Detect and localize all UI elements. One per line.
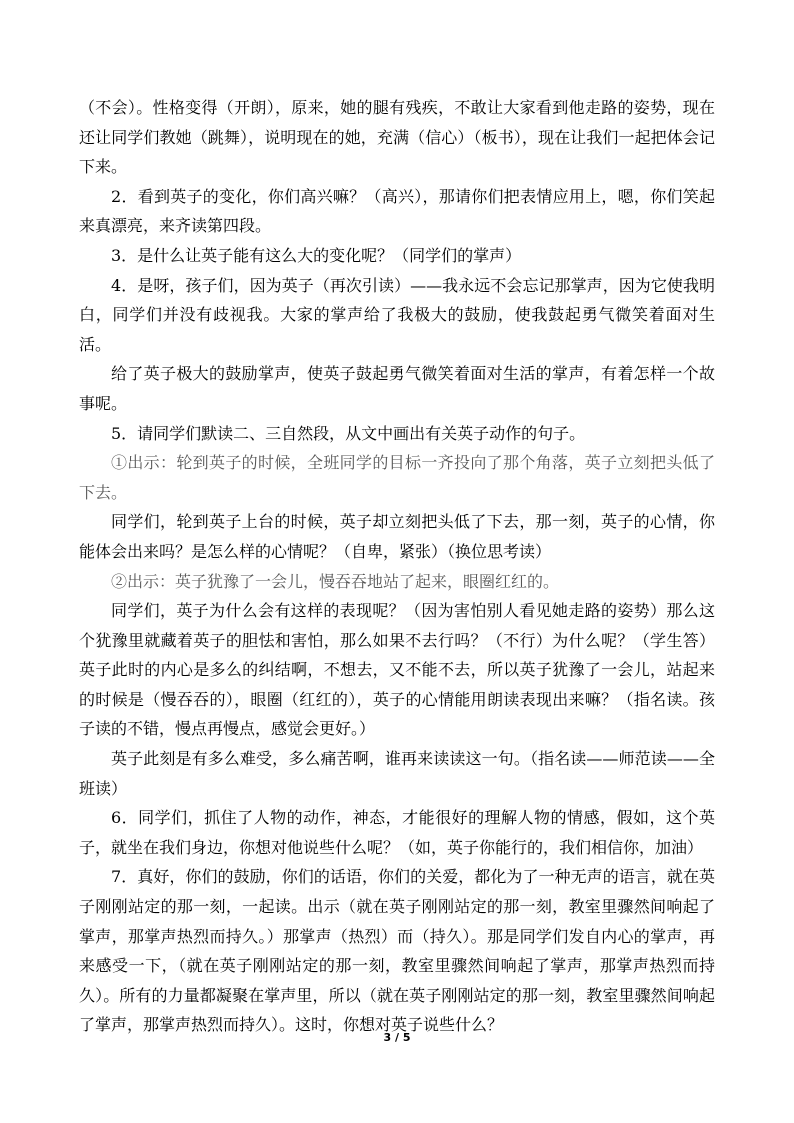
paragraph-7: 同学们，轮到英子上台的时候，英子却立刻把头低了下去，那一刻，英子的心情，你能体会出来吗？是怎么样的心情呢？（自卑，紧张）（换位思考读） [79, 512, 715, 561]
paragraph-1: （不会）。性格变得（开朗），原来，她的腿有残疾，不敢让大家看到他走路的姿势，现在还让同学们教她（跳舞），说明现在的她，充满（信心）（板书），现在让我们一起把体会记下来。 [79, 98, 715, 177]
paragraph-4: 4．是呀，孩子们，因为英子（再次引读）——我永远不会忘记那掌声，因为它使我明白，同学们并没有歧视我。大家的掌声给了我极大的鼓励，使我鼓起勇气微笑着面对生活。 [79, 275, 715, 354]
paragraph-11: 7．真好，你们的鼓励，你们的话语，你们的关爱，都化为了一种无声的语言，就在英子刚刚站定的那一刻，一起读。出示（就在英子刚刚站定的那一刻，教室里骤然间响起了掌声，那掌声热烈而持久。）那掌声（热烈）而（持久）。那是同学们发自内心的掌声，再来感受一下，（就在英子刚刚站定的那一刻，教室里骤然间响起了掌声，那掌声热烈而持久）。所有的力量都凝聚在掌声里，所以（就在英子刚刚站定的那一刻，教室里骤然间响起了掌声，那掌声热烈而持久）。这时，你想对英子说些什么？ [79, 867, 715, 1035]
paragraph-2: 2．看到英子的变化，你们高兴嘛？（高兴），那请你们把表情应用上，嗯，你们笑起来真漂亮，来齐读第四段。 [79, 186, 715, 236]
paragraph-5: 给了英子极大的鼓励掌声，使英子鼓起勇气微笑着面对生活的掌声，有着怎样一个故事呢。 [79, 364, 715, 413]
paragraph-6: 5．请同学们默读二、三自然段，从文中画出有关英子动作的句子。 [111, 423, 586, 443]
page-number: 3 / 5 [383, 1031, 411, 1044]
paragraph-10: 6．同学们，抓住了人物的动作，神态，才能很好的理解人物的情感，假如，这个英子，就坐在我们身边，你想对他说些什么呢？（如，英子你能行的，我们相信你，加油） [79, 808, 715, 857]
paragraph-9: 英子此刻是有多么难受，多么痛苦啊，谁再来读读这一句。（指名读——师范读——全班读） [79, 749, 715, 798]
paragraph-8: 同学们，英子为什么会有这样的表现呢？（因为害怕别人看见她走路的姿势）那么这个犹豫里就藏着英子的胆怯和害怕，那么如果不去行吗？（不行）为什么呢？（学生答）英子此时的内心是多么的纠结啊，不想去，又不能不去，所以英子犹豫了一会儿，站起来的时候是（慢吞吞的），眼圈（红红的），英子的心情能用朗读表现出来嘛？（指名读。孩子读的不错，慢点再慢点，感觉会更好。） [79, 601, 715, 739]
document-body [79, 93, 715, 1040]
quote-2: ②出示：英子犹豫了一会儿，慢吞吞地站了起来，眼圈红红的。 [111, 571, 560, 591]
quote-1: ①出示：轮到英子的时候，全班同学的目标一齐投向了那个角落，英子立刻把头低了下去。 [79, 453, 715, 502]
paragraph-3: 3．是什么让英子能有这么大的变化呢？（同学们的掌声） [111, 245, 522, 265]
